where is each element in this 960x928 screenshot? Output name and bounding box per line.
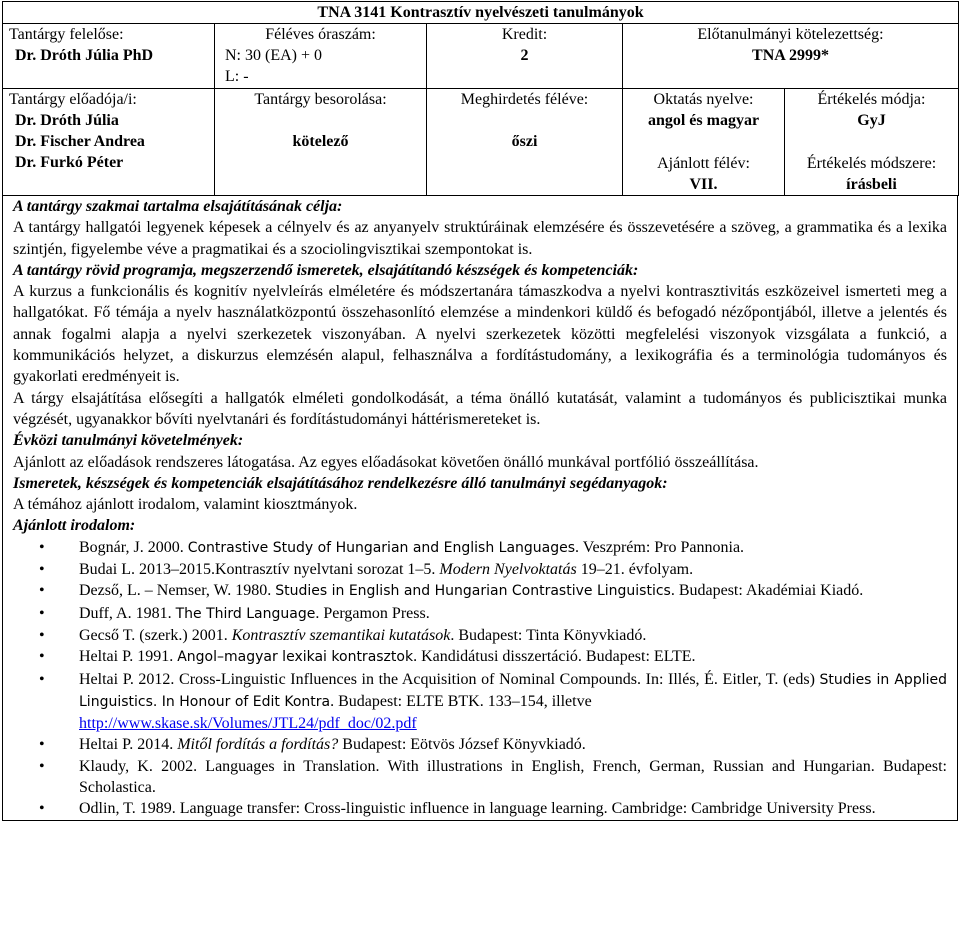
eval-mode-label: Értékelés módja: [817, 91, 926, 108]
course-datasheet [2, 1, 958, 926]
semester-value: őszi [511, 133, 538, 150]
lecturer-name: Dr. Dróth Júlia [15, 112, 119, 129]
program-text: A kurzus a funkcionális és kognitív nyelvleírás elméletére és módszertanára támaszkodva a nyelvi kontrasztivitás eszközeivel ismerteti meg a hallgatókat. Fő témája a nyelv használatközpontú összehasonlító elemzése a mindenkori küldő és befogadó nézőpontjából, illetve a jelentés és annak fogalmi alapja a nyelvi szerkezetek viszonyában. A nyelvi szerkezetek közötti megfelelési viszonyok vizsgálata a funkció, a kommunikációs helyzet, a diskurzus elemzésén alapul, felhasználva a fordítástudomány, a lexikográfia és a terminológia tudományos és gyakorlati eredményeit is. [13, 283, 947, 386]
reference-item: • Budai L. 2013–2015.Kontrasztív nyelvtani sorozat 1–5. Modern Nyelvoktatás 19–21. évfolyam. [79, 559, 947, 580]
responsible-name: Dr. Dróth Júlia PhD [15, 47, 154, 64]
content-section [2, 196, 958, 821]
classification-value: kötelező [292, 133, 349, 150]
credit-value: 2 [520, 47, 529, 64]
program-text: A tárgy elsajátítása elősegíti a hallgatók elméleti gondolkodását, a téma önálló kutatását, valamint a tudományos és publicisztikai munka végzését, ugyanakkor bővíti nyelvtanári és fordítástudományi háttérismereteket is. [13, 389, 947, 428]
literature-title: Ajánlott irodalom: [13, 517, 136, 535]
reference-item: • Dezső, L. – Nemser, W. 1980. Studies in English and Hungarian Contrastive Linguistics. Budapest: Akadémiai Kiadó. [79, 580, 947, 602]
reference-item: • Heltai P. 2014. Mitől fordítás a fordítás? Budapest: Eötvös József Könyvkiadó. [79, 734, 947, 755]
reference-item: • Gecső T. (szerk.) 2001. Kontrasztív szemantikai kutatások. Budapest: Tinta Könyvkiadó. [79, 625, 947, 646]
language-label: Oktatás nyelve: [653, 91, 754, 108]
eval-mode-value: GyJ [857, 112, 886, 129]
language-value: angol és magyar [647, 112, 760, 129]
reference-item: • Heltai P. 2012. Cross-Linguistic Influences in the Acquisition of Nominal Compounds. In: Illés, É. Eitler, T. (eds) Studies in Applied Linguistics. In Honour of Edit Kontra. Budapest: ELTE BTK. 133–154, illetve http://www.skase.sk/Volumes/JTL24/pdf_doc/02.pdf [79, 669, 947, 735]
course-title: TNA 3141 Kontrasztív nyelvészeti tanulmányok [3, 2, 959, 24]
reference-item: • Duff, A. 1981. The Third Language. Pergamon Press. [79, 603, 947, 625]
eval-method-label: Értékelés módszere: [806, 155, 937, 172]
responsible-label: Tantárgy felelőse: [9, 26, 124, 43]
hours-n: N: 30 (EA) + 0 [225, 47, 323, 64]
prereq-value: TNA 2999* [752, 47, 829, 64]
hours-l: L: - [225, 68, 249, 85]
reference-item: • Heltai P. 1991. Angol–magyar lexikai kontrasztok. Kandidátusi disszertáció. Budapest: ELTE. [79, 646, 947, 668]
recommended-value: VII. [689, 176, 718, 193]
prereq-label: Előtanulmányi kötelezettség: [697, 26, 884, 43]
requirements-text: Ajánlott az előadások rendszeres látogatása. Az egyes előadásokat követően önálló munkával portfólió összeállítása. [13, 453, 759, 471]
credit-label: Kredit: [501, 26, 548, 43]
materials-title: Ismeretek, készségek és kompetenciák elsajátításához rendelkezésre álló tanulmányi segédanyagok: [13, 474, 668, 492]
hours-label: Féléves óraszám: [265, 26, 376, 43]
goal-text: A tantárgy hallgatói legyenek képesek a célnyelv és az anyanyelv struktúráinak elemzésére és összevetésére a szöveg, a grammatika és a lexika szintjén, figyelembe véve a pragmatikai és a szociolingvisztikai szempontokat is. [13, 219, 947, 258]
goal-title: A tantárgy szakmai tartalma elsajátításának célja: [13, 198, 343, 215]
header-table [2, 1, 959, 196]
program-title: A tantárgy rövid programja, megszerzendő ismeretek, elsajátítandó készségek és kompetenciák: [13, 261, 639, 279]
reference-item: • Odlin, T. 1989. Language transfer: Cross-linguistic influence in language learning. Cambridge: Cambridge University Press. [79, 798, 947, 819]
requirements-title: Évközi tanulmányi követelmények: [13, 432, 244, 450]
eval-method-value: írásbeli [846, 176, 897, 193]
lecturer-name: Dr. Fischer Andrea [15, 133, 145, 150]
reference-item: • Bognár, J. 2000. Contrastive Study of Hungarian and English Languages. Veszprém: Pro Pannonia. [79, 537, 947, 559]
reference-link[interactable]: http://www.skase.sk/Volumes/JTL24/pdf_doc/02.pdf [79, 715, 417, 733]
recommended-label: Ajánlott félév: [657, 155, 750, 172]
lecturer-name: Dr. Furkó Péter [15, 154, 124, 171]
semester-label: Meghirdetés féléve: [460, 91, 589, 108]
lecturers-label: Tantárgy előadója/i: [9, 91, 137, 108]
classification-label: Tantárgy besorolása: [254, 91, 387, 108]
materials-text: A témához ajánlott irodalom, valamint kiosztmányok. [13, 496, 358, 514]
reference-list [13, 537, 947, 820]
reference-item: • Klaudy, K. 2002. Languages in Translation. With illustrations in English, French, German, Russian and Hungarian. Budapest: Scholastica. [79, 756, 947, 799]
